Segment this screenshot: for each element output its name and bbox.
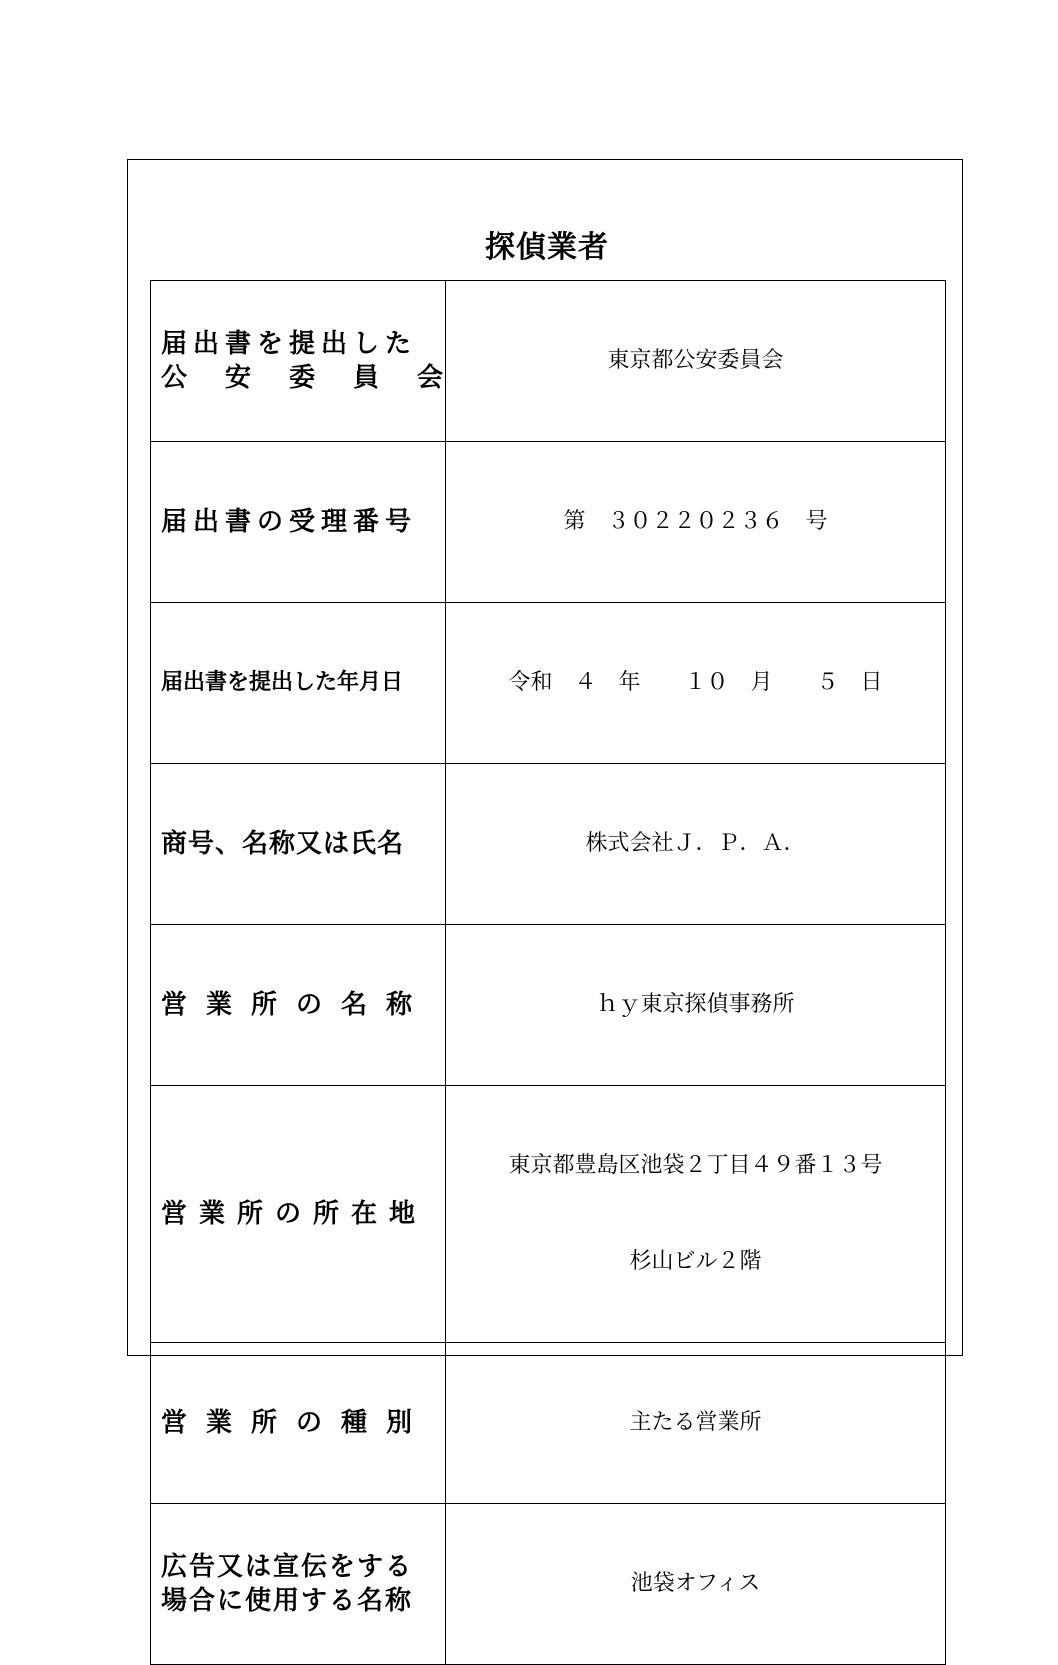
registration-table: [150, 280, 946, 1665]
table-row: [151, 764, 946, 925]
value-line: 令和 ４ 年 １０ 月 ５ 日: [508, 670, 883, 695]
value-line: 第 ３０２２０２３６ 号: [563, 509, 828, 534]
document-title: 探偵業者: [485, 230, 609, 265]
label-line: 公 安 委 員 会: [161, 363, 450, 393]
row-label-office-address: [151, 1086, 446, 1343]
row-label-office-type: [151, 1343, 446, 1504]
table-row: [151, 1343, 946, 1504]
row-label-business-name: [151, 764, 446, 925]
row-value-receipt-number: [446, 442, 946, 603]
table-row: [151, 603, 946, 764]
table-row: [151, 442, 946, 603]
value-line: 東京都豊島区池袋２丁目４９番１３号: [508, 1153, 883, 1178]
value-line: 池袋オフィス: [630, 1571, 761, 1596]
label-line: 商号、名称又は氏名: [161, 829, 405, 859]
row-value-public-safety-commission: [446, 281, 946, 442]
row-label-advertising-name: [151, 1504, 446, 1665]
label-line: 広告又は宣伝をする: [161, 1552, 414, 1582]
row-value-submission-date: [446, 603, 946, 764]
label-line: 届出書を提出した年月日: [161, 670, 404, 695]
table-row: [151, 925, 946, 1086]
row-label-public-safety-commission: [151, 281, 450, 442]
table-row: [151, 281, 946, 442]
value-line: 主たる営業所: [629, 1410, 762, 1435]
row-value-office-name: [446, 925, 946, 1086]
value-line: 株式会社Ｊ．Ｐ．Ａ．: [585, 831, 806, 856]
value-line: 杉山ビル２階: [629, 1249, 762, 1274]
label-line: 営業所の種別: [161, 1408, 432, 1438]
label-line: 届出書を提出した: [161, 329, 418, 359]
row-label-submission-date: [151, 603, 446, 764]
label-line: 営業所の所在地: [161, 1199, 428, 1229]
row-label-office-name: [151, 925, 446, 1086]
table-row: [151, 1086, 946, 1343]
row-value-business-name: [446, 764, 946, 925]
row-label-receipt-number: [151, 442, 446, 603]
label-line: 営業所の名称: [161, 990, 432, 1020]
row-value-office-type: [446, 1343, 946, 1504]
label-line: 届出書の受理番号: [161, 507, 418, 537]
row-value-office-address: [446, 1086, 946, 1343]
table-row: [151, 1504, 946, 1665]
label-line: 場合に使用する名称: [161, 1586, 414, 1616]
value-line: ｈｙ東京探偵事務所: [596, 992, 795, 1017]
value-line: 東京都公安委員会: [607, 348, 784, 373]
row-value-advertising-name: [446, 1504, 946, 1665]
